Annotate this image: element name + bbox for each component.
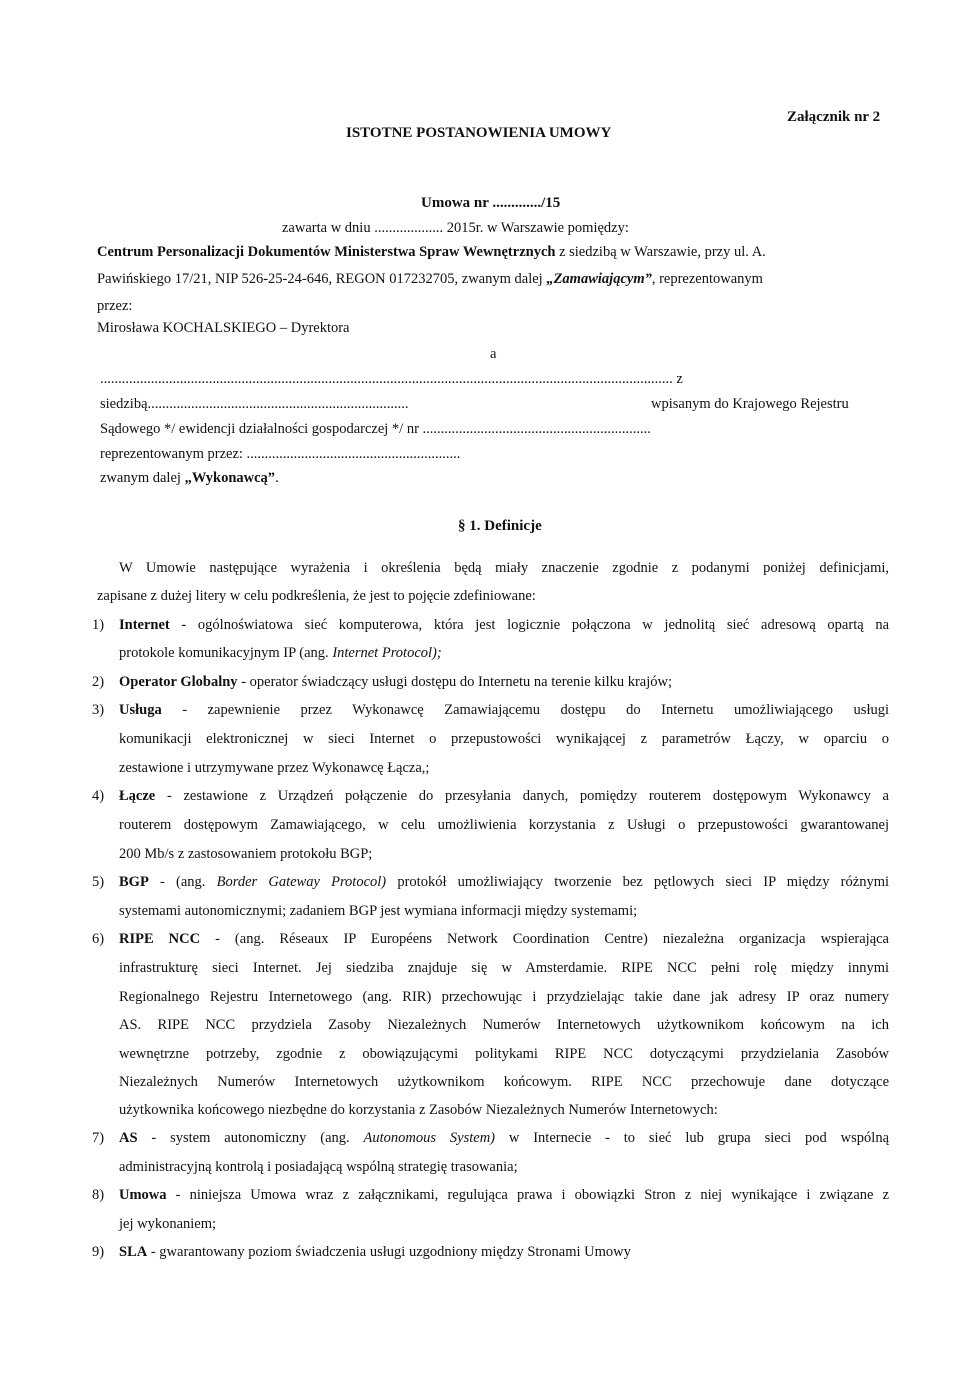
- contractor-alias: „Wykonawcą”: [184, 470, 276, 486]
- def-6-term: RIPE NCC: [119, 931, 201, 947]
- def-1-line1: [119, 617, 889, 634]
- def-9-term: SLA: [119, 1244, 148, 1260]
- def-1-number: 1): [92, 617, 105, 633]
- party2-register-line: Sądowego */ ewidencji działalności gospodarczej */ nr ...............................................................: [100, 421, 651, 437]
- def-5-line1: [119, 874, 889, 891]
- def-6-line6: Niezależnych Numerów Internetowych użytkownikom końcowym. RIPE NCC przechowuje dane dotyczące: [119, 1074, 889, 1090]
- party2-dots-line: .............................................................................................................................................................. z: [100, 371, 683, 387]
- def-1-text2: protokole komunikacyjnym IP (ang.: [119, 645, 333, 661]
- def-5-line2: systemami autonomicznymi; zadaniem BGP jest wymiana informacji między systemami;: [119, 903, 638, 919]
- contractor-prefix: zwanym dalej: [100, 470, 185, 486]
- def-6-number: 6): [92, 931, 105, 947]
- def-2-term: Operator Globalny: [119, 674, 238, 690]
- def-4-number: 4): [92, 788, 105, 804]
- and-word: a: [490, 346, 497, 362]
- party2-seat-dots: siedzibą........................................................................: [100, 396, 409, 412]
- def-7-line2: administracyjną kontrolą i posiadającą wspólną strategię trasowania;: [119, 1159, 518, 1175]
- party2-alias-line: [100, 470, 279, 487]
- def-4-line1: [119, 788, 889, 805]
- section-heading: § 1. Definicje: [458, 518, 542, 534]
- def-7-italic: Autonomous System): [363, 1130, 496, 1146]
- party1-ids: Pawińskiego 17/21, NIP 526-25-24-646, REGON 017232705, zwanym dalej: [97, 271, 547, 287]
- by-label: przez:: [97, 298, 133, 314]
- def-7-text2: w Internecie - to sieć lub grupa sieci pod wspólną: [495, 1130, 889, 1146]
- def-6-line1: [119, 931, 889, 948]
- def-1-term: Internet: [119, 617, 170, 633]
- def-5-text1: - (ang.: [160, 874, 217, 890]
- party1-name: Centrum Personalizacji Dokumentów Ministerstwa Spraw Wewnętrznych: [97, 244, 556, 260]
- def-8-number: 8): [92, 1187, 105, 1203]
- representative: Mirosława KOCHALSKIEGO – Dyrektora: [97, 320, 350, 336]
- contractor-suffix: .: [275, 470, 279, 486]
- def-5-text2: protokół umożliwiający tworzenie bez pętlowych sieci IP między różnymi: [386, 874, 890, 890]
- def-9-line1: [119, 1244, 889, 1261]
- def-9-number: 9): [92, 1244, 105, 1260]
- def-2-number: 2): [92, 674, 105, 690]
- def-4-line3: 200 Mb/s z zastosowaniem protokołu BGP;: [119, 846, 373, 862]
- party1-seat: z siedzibą w Warszawie, przy ul. A.: [555, 244, 766, 260]
- def-7-text1: - system autonomiczny (ang.: [151, 1130, 364, 1146]
- def-3-number: 3): [92, 702, 105, 718]
- party1-alias: „Zamawiającym”: [546, 271, 652, 287]
- concluded-line: zawarta w dniu ................... 2015r. w Warszawie pomiędzy:: [282, 220, 629, 236]
- def-8-term: Umowa: [119, 1187, 167, 1203]
- def-6-text1: - (ang. Réseaux IP Européens Network Coordination Centre) niezależna organizacja wspierająca: [215, 931, 889, 947]
- party2-represented-line: reprezentowanym przez: ...........................................................: [100, 446, 461, 462]
- def-4-line2: routerem dostępowym Zamawiającego, w celu umożliwienia korzystania z Usługi o przepustowości gwarantowanej: [119, 817, 889, 833]
- def-5-term: BGP: [119, 874, 149, 890]
- document-title: ISTOTNE POSTANOWIENIA UMOWY: [346, 125, 612, 141]
- def-3-line2: komunikacji elektronicznej w sieci Internet o przepustowości wynikającej z parametrów Łączy, w oparciu o: [119, 731, 889, 747]
- def-2-line1: [119, 674, 889, 691]
- def-8-line1: [119, 1187, 889, 1204]
- contract-number: Umowa nr ............./15: [421, 195, 561, 211]
- def-7-number: 7): [92, 1130, 105, 1146]
- def-1-text1: - ogólnoświatowa sieć komputerowa, która jest logicznie połączona w jednolitą sieć adresową opartą na: [181, 617, 890, 633]
- def-4-text1: - zestawione z Urządzeń połączenie do przesyłania danych, pomiędzy routerem dostępowym Wykonawcy a: [166, 788, 889, 804]
- def-3-text1: - zapewnienie przez Wykonawcę Zamawiającemu dostępu do Internetu umożliwiającego usługi: [182, 702, 890, 718]
- def-9-text1: - gwarantowany poziom świadczenia usługi uzgodniony między Stronami Umowy: [150, 1244, 631, 1260]
- def-5-number: 5): [92, 874, 105, 890]
- party1-represented: , reprezentowanym: [651, 271, 763, 287]
- party1-line2: [97, 271, 763, 288]
- intro-line2: zapisane z dużej litery w celu podkreślenia, że jest to pojęcie zdefiniowane:: [97, 588, 536, 604]
- def-3-term: Usługa: [119, 702, 162, 718]
- def-6-line2: infrastrukturę sieci Internet. Jej siedziba znajduje się w Amsterdamie. RIPE NCC pełni rolę między innymi: [119, 960, 889, 976]
- def-6-line4: AS. RIPE NCC przydziela Zasoby Niezależnych Numerów Internetowych użytkownikom końcowym na ich: [119, 1017, 889, 1033]
- attachment-label: Załącznik nr 2: [787, 109, 881, 125]
- def-7-line1: [119, 1130, 889, 1147]
- def-4-term: Łącze: [119, 788, 156, 804]
- party1-line1: [97, 244, 766, 261]
- def-7-term: AS: [119, 1130, 138, 1146]
- def-3-line3: zestawione i utrzymywane przez Wykonawcę Łącza,;: [119, 760, 430, 776]
- intro-line1: W Umowie następujące wyrażenia i określenia będą miały znaczenie zgodnie z podanymi poniżej definicjami,: [119, 560, 889, 576]
- def-6-line3: Regionalnego Rejestru Internetowego (ang. RIR) przechowując i przydzielając takie dane jak adresy IP oraz numery: [119, 989, 889, 1005]
- def-8-line2: jej wykonaniem;: [119, 1216, 217, 1232]
- def-2-text1: - operator świadczący usługi dostępu do Internetu na terenie kilku krajów;: [241, 674, 673, 690]
- def-5-italic: Border Gateway Protocol): [216, 874, 387, 890]
- def-1-line2: [119, 645, 889, 662]
- def-3-line1: [119, 702, 889, 719]
- def-8-text1: - niniejsza Umowa wraz z załącznikami, regulująca prawa i obowiązki Stron z niej wynikające i związane z: [175, 1187, 890, 1203]
- def-1-italic: Internet Protocol);: [332, 645, 442, 661]
- party2-register: wpisanym do Krajowego Rejestru: [651, 396, 849, 412]
- def-6-line7: użytkownika końcowego niezbędne do korzystania z Zasobów Niezależnych Numerów Internetowych:: [119, 1102, 718, 1118]
- def-6-line5: wewnętrzne potrzeby, zgodnie z obowiązującymi politykami RIPE NCC dotyczącymi przydzielania Zasobów: [119, 1046, 889, 1062]
